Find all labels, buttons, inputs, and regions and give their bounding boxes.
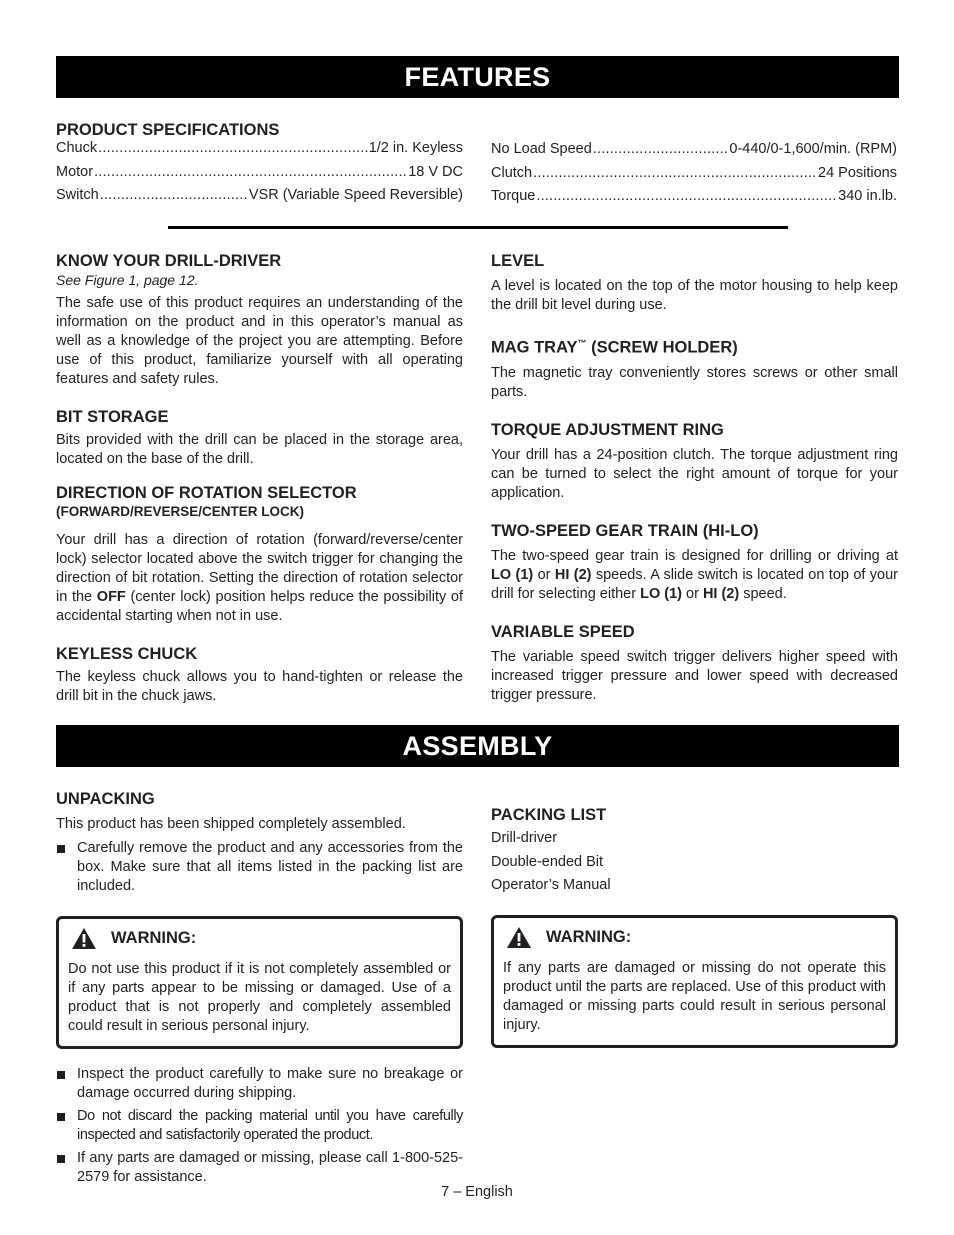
assembly-left-column (56, 789, 463, 1191)
bit-storage-body: Bits provided with the drill can be placed in the storage area, located on the base of the drill. (56, 432, 463, 467)
list-item: Inspect the product carefully to make sure no breakage or damage occurred during shipping. (56, 1065, 463, 1103)
spec-value: 0-440/0-1,600/min. (RPM) (729, 141, 897, 157)
assembly-right-column (491, 805, 898, 1048)
features-left-column (56, 251, 463, 706)
mag-tray-heading: MAG TRAY™ (SCREW HOLDER) (491, 338, 738, 357)
warning-text: Do not use this product if it is not completely assembled or if any parts appear to be missing or damaged. Use of a product that is not properly and completely assembled could result in serious personal injury. (68, 961, 451, 1034)
warning-text: If any parts are damaged or missing do not operate this product until the parts are replaced. Use of this product with damaged or missing parts could result in serious personal injury. (503, 959, 886, 1033)
warning-box-packing (491, 915, 898, 1048)
spec-row-chuck (56, 137, 463, 161)
warning-triangle-icon (506, 926, 532, 949)
torque-ring-body: Your drill has a 24-position clutch. The torque adjustment ring can be turned to select the right amount of torque for your application. (491, 446, 898, 501)
spec-row-no-load-speed (491, 138, 897, 162)
level-heading: LEVEL (491, 252, 545, 270)
features-right-column (491, 251, 898, 705)
spec-value: 24 Positions (818, 164, 897, 181)
assembly-banner: ASSEMBLY (56, 725, 899, 767)
level-body: A level is located on the top of the motor housing to help keep the drill bit level during use. (491, 278, 898, 313)
spec-row-torque (491, 185, 897, 209)
warning-box-unpacking (56, 916, 463, 1049)
direction-selector-subheading: (FORWARD/REVERSE/CENTER LOCK) (56, 504, 305, 519)
spec-value: 1/2 in. Keyless (368, 140, 463, 156)
features-banner: FEATURES (56, 56, 899, 98)
warning-triangle-icon (71, 927, 97, 950)
direction-selector-body: Your drill has a direction of rotation (forward/reverse/center lock) selector located above the switch trigger for changing the direction of bit rotation. Setting the direction of rotation selector in the OFF (center lock) position helps reduce the possibility of accidental starting when not in use. (56, 532, 464, 624)
unpacking-intro: This product has been shipped completely assembled. (56, 816, 406, 832)
list-item: Operator’s Manual (491, 877, 611, 893)
packing-list (491, 827, 898, 898)
bit-storage-heading: BIT STORAGE (56, 408, 169, 426)
spec-row-clutch (491, 162, 897, 186)
spec-label: No Load Speed (491, 141, 592, 157)
spec-row-switch (56, 184, 463, 208)
spec-row-motor (56, 161, 463, 185)
spec-value: VSR (Variable Speed Reversible) (248, 187, 463, 203)
page-footer: 7 – English (441, 1184, 513, 1200)
spec-label: Clutch (491, 164, 533, 181)
packing-list-heading: PACKING LIST (491, 806, 607, 824)
variable-speed-heading: VARIABLE SPEED (491, 622, 635, 641)
figure-reference: See Figure 1, page 12. (56, 272, 199, 288)
spec-label: Switch (56, 187, 99, 203)
list-item: Double-ended Bit (491, 853, 604, 870)
product-specifications-left (56, 120, 463, 208)
spec-label: Chuck (56, 140, 98, 156)
inspection-bullets (56, 1065, 463, 1187)
product-specifications-heading: PRODUCT SPECIFICATIONS (56, 121, 280, 139)
torque-ring-heading: TORQUE ADJUSTMENT RING (491, 420, 724, 439)
know-your-drill-body: The safe use of this product requires an understanding of the information on the product and in this operator’s manual as well as a knowledge of the project you are attempting. Before use of this product, familiarize yourself with all operating features and safety rules. (56, 295, 463, 387)
list-item: If any parts are damaged or missing, please call 1-800-525-2579 for assistance. (56, 1149, 463, 1187)
two-speed-body: The two-speed gear train is designed for drilling or driving at LO (1) or HI (2) speeds. A slide switch is located on top of your drill for selecting either LO (1) or HI (2) speed. (491, 547, 898, 602)
two-speed-heading: TWO-SPEED GEAR TRAIN (HI-LO) (491, 521, 759, 540)
variable-speed-body: The variable speed switch trigger delivers higher speed with increased trigger pressure and lower speed with decreased trigger pressure. (491, 648, 898, 703)
list-item: Drill-driver (491, 830, 558, 846)
spec-label: Torque (491, 188, 536, 204)
know-your-drill-heading: KNOW YOUR DRILL-DRIVER (56, 252, 282, 270)
unpacking-bullets (56, 839, 463, 896)
mag-tray-body: The magnetic tray conveniently stores screws or other small parts. (491, 364, 898, 400)
spec-label: Motor (56, 163, 94, 180)
keyless-chuck-heading: KEYLESS CHUCK (56, 645, 198, 663)
spec-value: 18 V DC (408, 163, 463, 180)
unpacking-heading: UNPACKING (56, 790, 155, 808)
list-item: Carefully remove the product and any accessories from the box. Make sure that all items listed in the packing list are included. (56, 839, 463, 896)
spec-value: 340 in.lb. (838, 188, 897, 204)
keyless-chuck-body: The keyless chuck allows you to hand-tighten or release the drill bit in the chuck jaws. (56, 669, 463, 704)
section-divider (168, 226, 788, 229)
warning-label: WARNING: (111, 929, 197, 947)
warning-label: WARNING: (546, 927, 632, 946)
product-specifications-right (491, 138, 897, 209)
list-item: Do not discard the packing material until you have carefully inspected and satisfactorily operated the product. (56, 1107, 463, 1145)
direction-selector-heading: DIRECTION OF ROTATION SELECTOR (56, 484, 357, 502)
